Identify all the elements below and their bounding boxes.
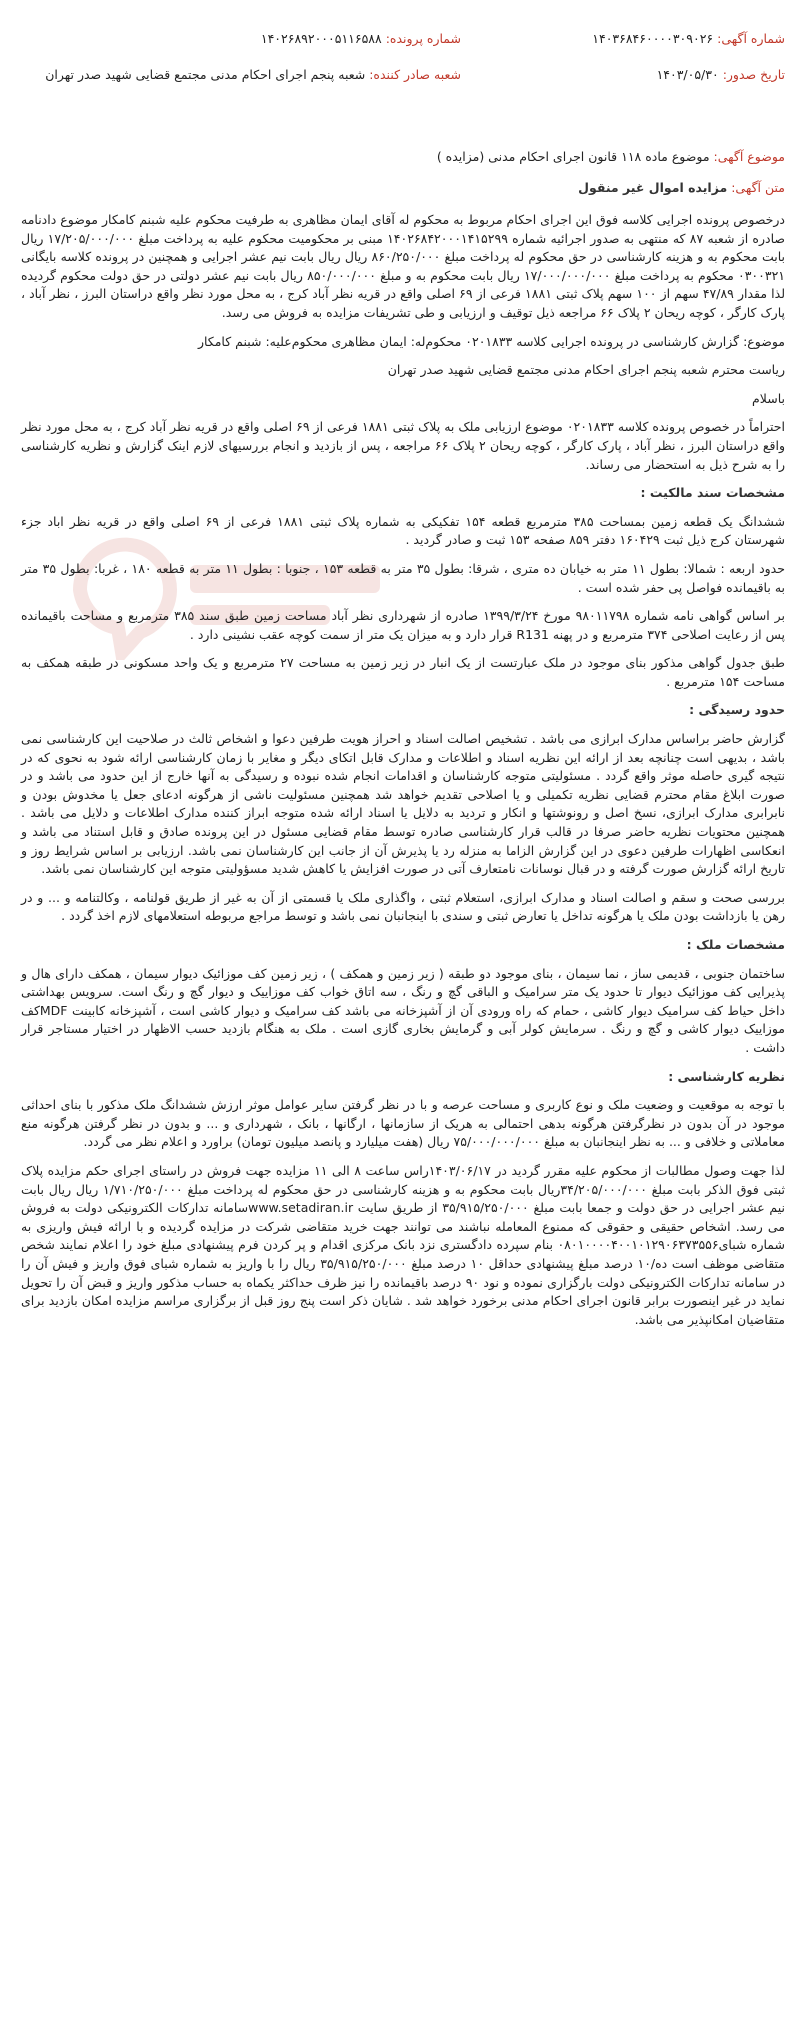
- paragraph-auction-terms: لذا جهت وصول مطالبات از محکوم علیه مقرر گردید در ۱۴۰۳/۰۶/۱۷راس ساعت ۸ الی ۱۱ مزایده جهت فروش در راستای اجرای حکم مزایده پلاک ثبتی فوق الذکر بابت مبلغ ۳۴/۲۰۵/۰۰۰/۰۰۰ریال بابت محکوم به و هزینه کارشناسی در حق محکوم له پرداخت مبلغ ۱/۷۱۰/۲۵۰/۰۰۰ ریال ریال بابت نیم عشر اجرایی در حق دولت و جمعا بابت مبلغ ۳۵/۹۱۵/۲۵۰/۰۰۰ از طریق سایت www.setadiran.irسامانه تدارکات الکترونیکی دولت به فروش می رسد. اشخاص حقیقی و حقوقی که ممنوع المعامله نباشند می توانند جهت خرید متقاضی شرکت در مزایده گردیده و با ارائه فیش واریزی به شماره شبای۰۸۰۱۰۰۰۰۴۰۰۱۰۱۲۹۰۶۳۷۳۵۵۶ بنام سپرده دادگستری نزد بانک مرکزی اقدام و پر کردن فرم پیشنهادی مبلغ خود را اعلام نمایند شخص متقاضی موظف است ده/۱۰ درصد مبلغ پیشنهادی حداقل ۱۰ درصد مبلغ ۳۵/۹۱۵/۲۵۰/۰۰۰ ریال را با واریز به شماره شبای فوق واریز و فیش آن را در سامانه تدارکات الکترونیکی دولت بارگزاری نموده و نود ۹۰ درصد باقیمانده را نیز ظرف حداکثر یکماه به حساب مذکور واریز و قبض آن را تحویل نماید در غیر اینصورت برابر قانون اجرای احکام مدنی برخورد خواهد شد . شایان ذکر است پنج روز قبل از برگزاری مراسم مزایده امکان بازدید برای متقاضیان امکانپذیر می باشد.: [21, 1162, 786, 1327]
- meta-right-column: [592, 30, 785, 102]
- paragraph-verification: بررسی صحت و سقم و اصالت اسناد و مدارک ابرازی، استعلام ثبتی ، واگذاری ملک یا قسمتی از آن به غیر از طریق قولنامه ، وکالتنامه و ... و در رهن یا بازداشت بودن ملک یا هرگونه تداخل یا تعارض ثبتی و سندی با اینجانبان نمی باشد و توسط مراجع مربوطه استعلامهای لازم اخذ گردد .: [21, 889, 785, 924]
- heading-deed-specs: مشخصات سند مالکیت :: [640, 485, 785, 501]
- paragraph-report-subject: موضوع: گزارش کارشناسی در پرونده اجرایی کلاسه ۰۲۰۱۸۳۳ محکوم‌له: ایمان مظاهری محکوم‌علیه: شبنم کامکار: [197, 333, 785, 349]
- issue-date-row: [592, 66, 785, 83]
- paragraph-expert-opinion: با توجه به موقعیت و وضعیت ملک و نوع کاربری و مساحت عرصه و با در نظر گرفتن سایر عوامل موثر ارزش ششدانگ ملک مذکور با بنای احداثی موجود در آن بدون در نظرگرفتن هرگونه بدهی احتمالی به هریک از سازمانها ، ارگانها ، بانک ، شهرداری و ... و بدون در نظر گرفتن هرگونه منع معاملاتی و خلافی و ... به نظر اینجانبان به مبلغ ۷۵/۰۰۰/۰۰۰/۰۰۰ ریال (هفت میلیارد و پانصد میلیون تومان) براورد و اعلام نظر می گردد.: [21, 1097, 785, 1150]
- paragraph-greeting: باسلام: [752, 390, 785, 406]
- paragraph-deed-specs: ششدانگ یک قطعه زمین بمساحت ۳۸۵ مترمربع قطعه ۱۵۴ تفکیکی به شماره پلاک ثبتی ۱۸۸۱ فرعی از ۶۹ اصلی واقع در قریه نظر اباد جزء شهرستان کرج ذیل ثبت ۱۶۰۴۲۹ دفتر ۸۵۹ صفحه ۱۵۳ ثبت و صادر گردید .: [21, 513, 785, 548]
- ad-text-row: [578, 179, 785, 196]
- ad-subject-value: موضوع ماده ۱۱۸ قانون اجرای احکام مدنی (مزایده ): [436, 149, 710, 164]
- ad-number-value: ۱۴۰۳۶۸۴۶۰۰۰۰۳۰۹۰۲۶: [592, 31, 714, 46]
- ad-body: [21, 211, 785, 1339]
- paragraph-municipality-certificate: بر اساس گواهی نامه شماره ۹۸۰۱۱۷۹۸ مورخ ۱۳۹۹/۳/۲۴ صادره از شهرداری نظر آباد مساحت زمین طبق سند ۳۸۵ مترمربع و مساحت باقیمانده پس از رعایت اصلاحی ۳۷۴ مترمربع و در پهنه R131 قرار دارد و به میزان یک متر از سمت کوچه عقب نشینی دارد .: [21, 608, 785, 642]
- case-number-label: شماره پرونده:: [385, 31, 461, 46]
- paragraph-intro: درخصوص پرونده اجرایی کلاسه فوق این اجرای احکام مربوط به محکوم له آقای ایمان مظاهری به طرفیت محکوم علیه شبنم کامکار موضوع دادنامه صادره از شعبه ۸۷ که منتهی به صدور اجرائیه شماره ۱۴۰۲۶۸۴۲۰۰۰۱۴۱۵۲۹۹ مبنی بر محکومیت محکوم علیه به پرداخت مبلغ ۱۷/۲۰۵/۰۰۰/۰۰۰ ریال بابت محکوم به و هزینه کارشناسی در حق محکوم له پرداخت مبلغ ۸۶۰/۲۵۰/۰۰۰ ریال ریال بابت نیم عشر اجرایی و همچنین در پرونده کلاسه بایگانی ۰۳۰۰۳۲۱ محکوم به پرداخت مبلغ ۱۷/۰۰۰/۰۰۰/۰۰۰ ریال بابت محکوم به و مبلغ ۸۵۰/۰۰۰/۰۰۰ ریال بابت نیم عشر دولتی در حق دولت محکوم گردیده لذا مقدار ۴۷/۸۹ سهم از ۱۰۰ سهم پلاک ثبتی ۱۸۸۱ فرعی از ۶۹ اصلی واقع در قریه نظر آباد کرج ، به محل مورد نظر واقع دراستان البرز ، نظر آباد ، پارک کارگر ، کوچه ریحان ۲ پلاک ۶۶ مراجعه ذیل توقیف و ارزیابی و طی تشریفات مزایده به فروش می رسد.: [21, 212, 786, 320]
- ad-subject-row: [437, 148, 785, 165]
- ad-text-label: متن آگهی:: [731, 180, 785, 195]
- paragraph-existing-building: طبق جدول گواهی مذکور بنای موجود در ملک عبارتست از یک انبار در زیر زمین به مساحت ۲۷ مترمربع و یک واحد مسکونی در طبقه همکف به مساحت ۱۵۴ مترمربع .: [21, 655, 785, 689]
- case-number-row: [25, 30, 461, 47]
- paragraph-property-specs: ساختمان جنوبی ، قدیمی ساز ، نما سیمان ، بنای موجود دو طبقه ( زیر زمین و همکف ) ، زیر زمین کف موزائیک دیوار سیمان ، همکف دارای هال و پذیرایی کف موزائیک دیوار تا حدود یک متر سرامیک و الباقی گچ و رنگ ، سه اتاق خواب کف موزاییک و دیوار گچ و رنگ است. سرویس بهداشتی داخل حیاط کف سرامیک دیوار کاشی ، حمام که راه ورودی آن از آشپزخانه می باشد کف سرامیک و دیوار کاشی است ، آشپزخانه کابینت MDFکف موزاییک دیوار کاشی و گچ و رنگ . سرمایش کولر آبی و گرمایش بخاری گازی است . ملک به هنگام بازدید حسب الاظهار در اختیار مستاجر قرار داشت .: [21, 965, 785, 1055]
- ad-subject-label: موضوع آگهی:: [713, 149, 785, 164]
- paragraph-report-intro: احتراماً در خصوص پرونده کلاسه ۰۲۰۱۸۳۳ موضوع ارزیابی ملک به پلاک ثبتی ۱۸۸۱ فرعی از ۶۹ اصلی واقع در قریه نظر آباد کرج ، به محل مورد نظر واقع دراستان البرز ، نظر آباد ، پارک کارگر ، کوچه ریحان ۲ پلاک ۶۶ مراجعه ، پس از بازدید و انجام بررسیهای لازم اینک گزارش و نظریه کارشناسی را به شرح ذیل به استحضار می رساند.: [21, 419, 786, 472]
- paragraph-scope: گزارش حاضر براساس مدارک ابرازی می باشد . تشخیص اصالت اسناد و احراز هویت طرفین دعوا و اشخاص ثالث در صلاحیت این کارشناسی نمی باشد ، بدیهی است چنانچه بعد از ارائه این نظریه اسناد و اطلاعات و مدارک قابل اتکای دیگر و مغایر با زمان کارشناسی ارائه شود به نحوی که در نتیجه گیری حاصله موثر واقع گردد . مسئولیتی متوجه کارشناسان و اقدامات انجام شده نبوده و رسیدگی به آنها خارج از این حدود می باشد و در صورت ابلاغ مقام محترم قضایی نظریه تکمیلی و یا اصلاحی تقدیم خواهد شد همچنین مسئولیت ناشی از هرگونه ادعای جعل یا مخدوش بودن و نابرابری مدارک ابرازی، نسخ اصل و رونوشتها و انکار و تردید به دلایل یا اسناد ارائه شده متوجه ابراز کننده مدارک اطلاعات و دلایل می باشد . همچنین محتویات نظریه حاضر صرفا در قالب قرار کارشناسی صادره توسط مقام قضایی مسئول در این پرونده صادق و قابل استناد می باشد و انعکاسی اظهارات طرفین دعوی در این گزارش الزاما به منزله رد یا پذیرش آن از جانب این کارشناسان نمی باشد. ارزیابی بر اساس شرایط روز و تاریخ ارائه گزارش صورت گرفته و در قبال نوسانات نامتعارف آتی در صورت افزایش یا کاهش شدید مسؤولیتی متوجه این کارشناسان نمی باشد.: [21, 731, 785, 877]
- issue-date-value: ۱۴۰۳/۰۵/۳۰: [656, 67, 719, 82]
- ad-number-label: شماره آگهی:: [717, 31, 785, 46]
- heading-expert-opinion: نظریه کارشناسی :: [668, 1068, 785, 1084]
- issuing-branch-row: [25, 66, 461, 83]
- paragraph-addressee: ریاست محترم شعبه پنجم اجرای احکام مدنی مجتمع قضایی شهید صدر تهران: [387, 362, 785, 378]
- paragraph-boundaries: حدود اربعه : شمالا: بطول ۱۱ متر به خیابان ده متری ، شرقا: بطول ۳۵ متر به قطعه ۱۵۳ ، جنوبا : بطول ۱۱ متر به قطعه ۱۸۰ ، غربا: بطول ۳۵ متر به باقیمانده فواصل پی حفر شده است .: [21, 560, 785, 595]
- ad-text-value: مزایده اموال غیر منقول: [578, 180, 728, 195]
- issuing-branch-value: شعبه پنجم اجرای احکام مدنی مجتمع قضایی شهید صدر تهران: [45, 67, 366, 82]
- case-number-value: ۱۴۰۲۶۸۹۲۰۰۰۵۱۱۶۵۸۸: [260, 31, 382, 46]
- heading-property-specs: مشخصات ملک :: [686, 937, 785, 952]
- heading-scope: حدود رسیدگی :: [689, 702, 785, 718]
- meta-left-column: [25, 30, 461, 102]
- issuing-branch-label: شعبه صادر کننده:: [369, 67, 461, 82]
- issue-date-label: تاریخ صدور:: [722, 67, 785, 82]
- ad-number-row: [592, 30, 785, 47]
